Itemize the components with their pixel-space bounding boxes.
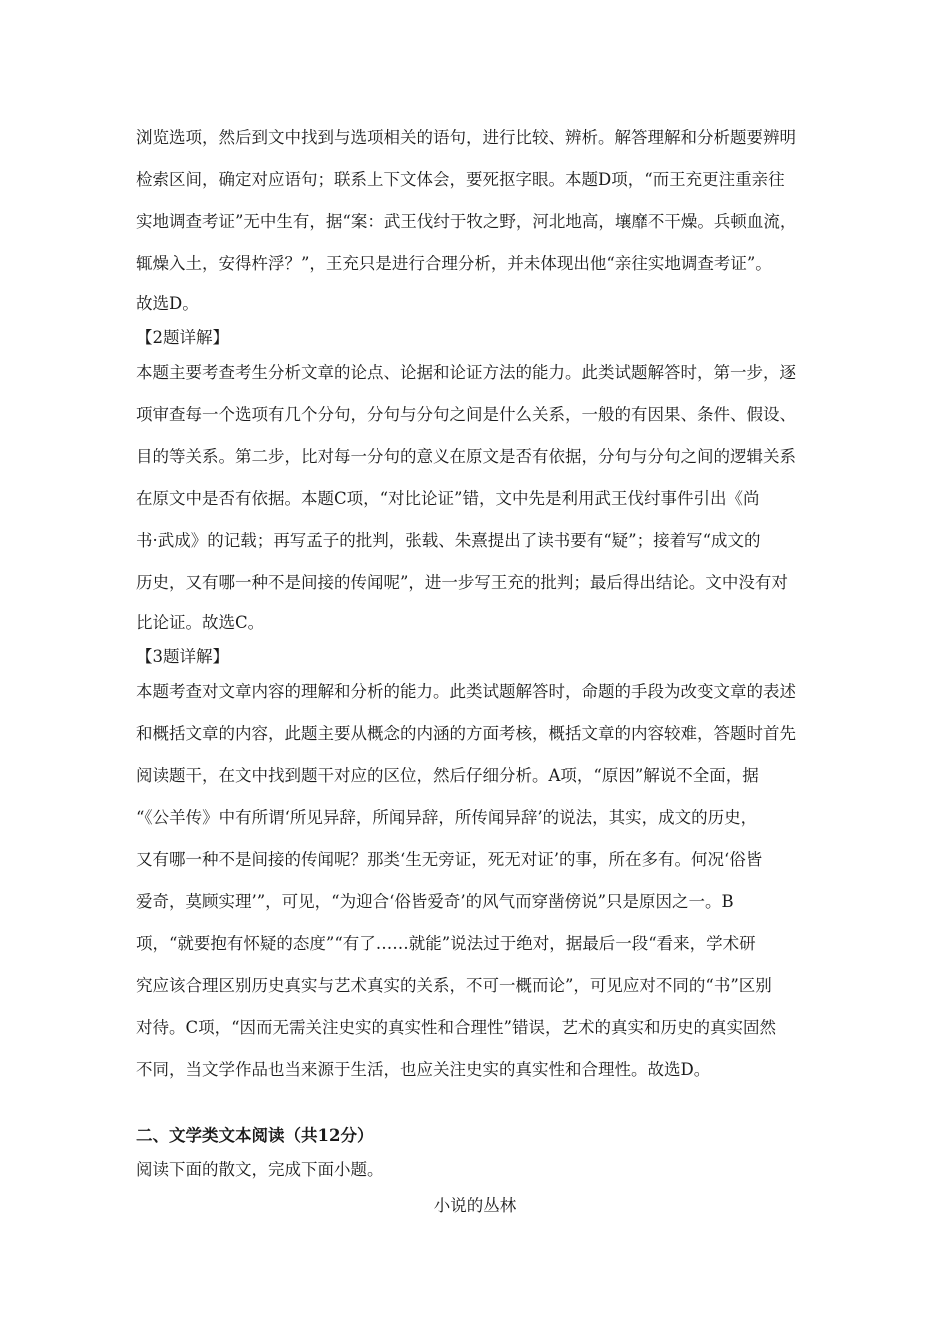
paragraph-1-line-3: 实地调查考证”无中生有，据“案：武王伐纣于牧之野，河北地高，壤靡不干燥。兵顿血流， — [136, 212, 797, 231]
paragraph-1-line-2: 检索区间，确定对应语句；联系上下文体会，要死抠字眼。本题D项，“而王充更注重亲往 — [136, 170, 785, 189]
paragraph-2-line-7: 比论证。故选C。 — [136, 613, 265, 632]
q2-title: 【2题详解】 — [136, 328, 229, 347]
paragraph-1-line-5: 故选D。 — [136, 294, 199, 313]
essay-title: 小说的丛林 — [433, 1196, 517, 1215]
paragraph-3-line-8: 究应该合理区别历史真实与艺术真实的关系，不可一概而论”，可见应对不同的“书”区别 — [136, 976, 772, 995]
paragraph-2-line-6: 历史，又有哪一种不是间接的传闻呢”，进一步写王充的批判；最后得出结论。文中没有对 — [136, 573, 788, 592]
paragraph-3-line-2: 和概括文章的内容，此题主要从概念的内涵的方面考核，概括文章的内容较难，答题时首先 — [136, 724, 796, 743]
paragraph-3-line-10: 不同，当文学作品也当来源于生活，也应关注史实的真实性和合理性。故选D。 — [136, 1060, 711, 1079]
section-2-heading: 二、文学类文本阅读（共12分） — [136, 1126, 374, 1145]
paragraph-3-line-1: 本题考查对文章内容的理解和分析的能力。此类试题解答时，命题的手段为改变文章的表述 — [136, 682, 796, 701]
paragraph-2-line-2: 项审查每一个选项有几个分句，分句与分句之间是什么关系，一般的有因果、条件、假设、 — [136, 405, 796, 424]
q3-title: 【3题详解】 — [136, 647, 229, 666]
paragraph-2-line-4: 在原文中是否有依据。本题C项，“对比论证”错，文中先是利用武王伐纣事件引出《尚 — [136, 489, 760, 508]
paragraph-3-line-5: 又有哪一种不是间接的传闻呢？那类‘生无旁证，死无对证’的事，所在多有。何况‘俗皆 — [136, 850, 763, 869]
paragraph-1-line-1: 浏览选项，然后到文中找到与选项相关的语句，进行比较、辨析。解答理解和分析题要辨明 — [136, 128, 796, 147]
paragraph-3-line-9: 对待。C项，“因而无需关注史实的真实性和合理性”错误，艺术的真实和历史的真实固然 — [136, 1018, 776, 1037]
paragraph-3-line-3: 阅读题干，在文中找到题干对应的区位，然后仔细分析。A项，“原因”解说不全面，据 — [136, 766, 759, 785]
paragraph-2-line-3: 目的等关系。第二步，比对每一分句的意义在原文是否有依据，分句与分句之间的逻辑关系 — [136, 447, 796, 466]
paragraph-3-line-6: 爱奇，莫顾实理’”，可见，“为迎合‘俗皆爱奇’的风气而穿凿傍说”只是原因之一。B — [136, 892, 734, 911]
paragraph-1-line-4: 辄燥入土，安得杵浮？”，王充只是进行合理分析，并未体现出他“亲往实地调查考证”。 — [136, 254, 772, 273]
paragraph-3-line-4: “《公羊传》中有所谓‘所见异辞，所闻异辞，所传闻异辞’的说法，其实，成文的历史， — [136, 808, 758, 827]
paragraph-3-line-7: 项，“就要抱有怀疑的态度”“有了……就能”说法过于绝对，据最后一段“看来，学术研 — [136, 934, 756, 953]
reading-instruction: 阅读下面的散文，完成下面小题。 — [136, 1160, 384, 1179]
paragraph-2-line-1: 本题主要考查考生分析文章的论点、论据和论证方法的能力。此类试题解答时，第一步，逐 — [136, 363, 796, 382]
paragraph-2-line-5: 书·武成》的记载；再写孟子的批判，张载、朱熹提出了读书要有“疑”；接着写“成文的 — [136, 531, 761, 550]
